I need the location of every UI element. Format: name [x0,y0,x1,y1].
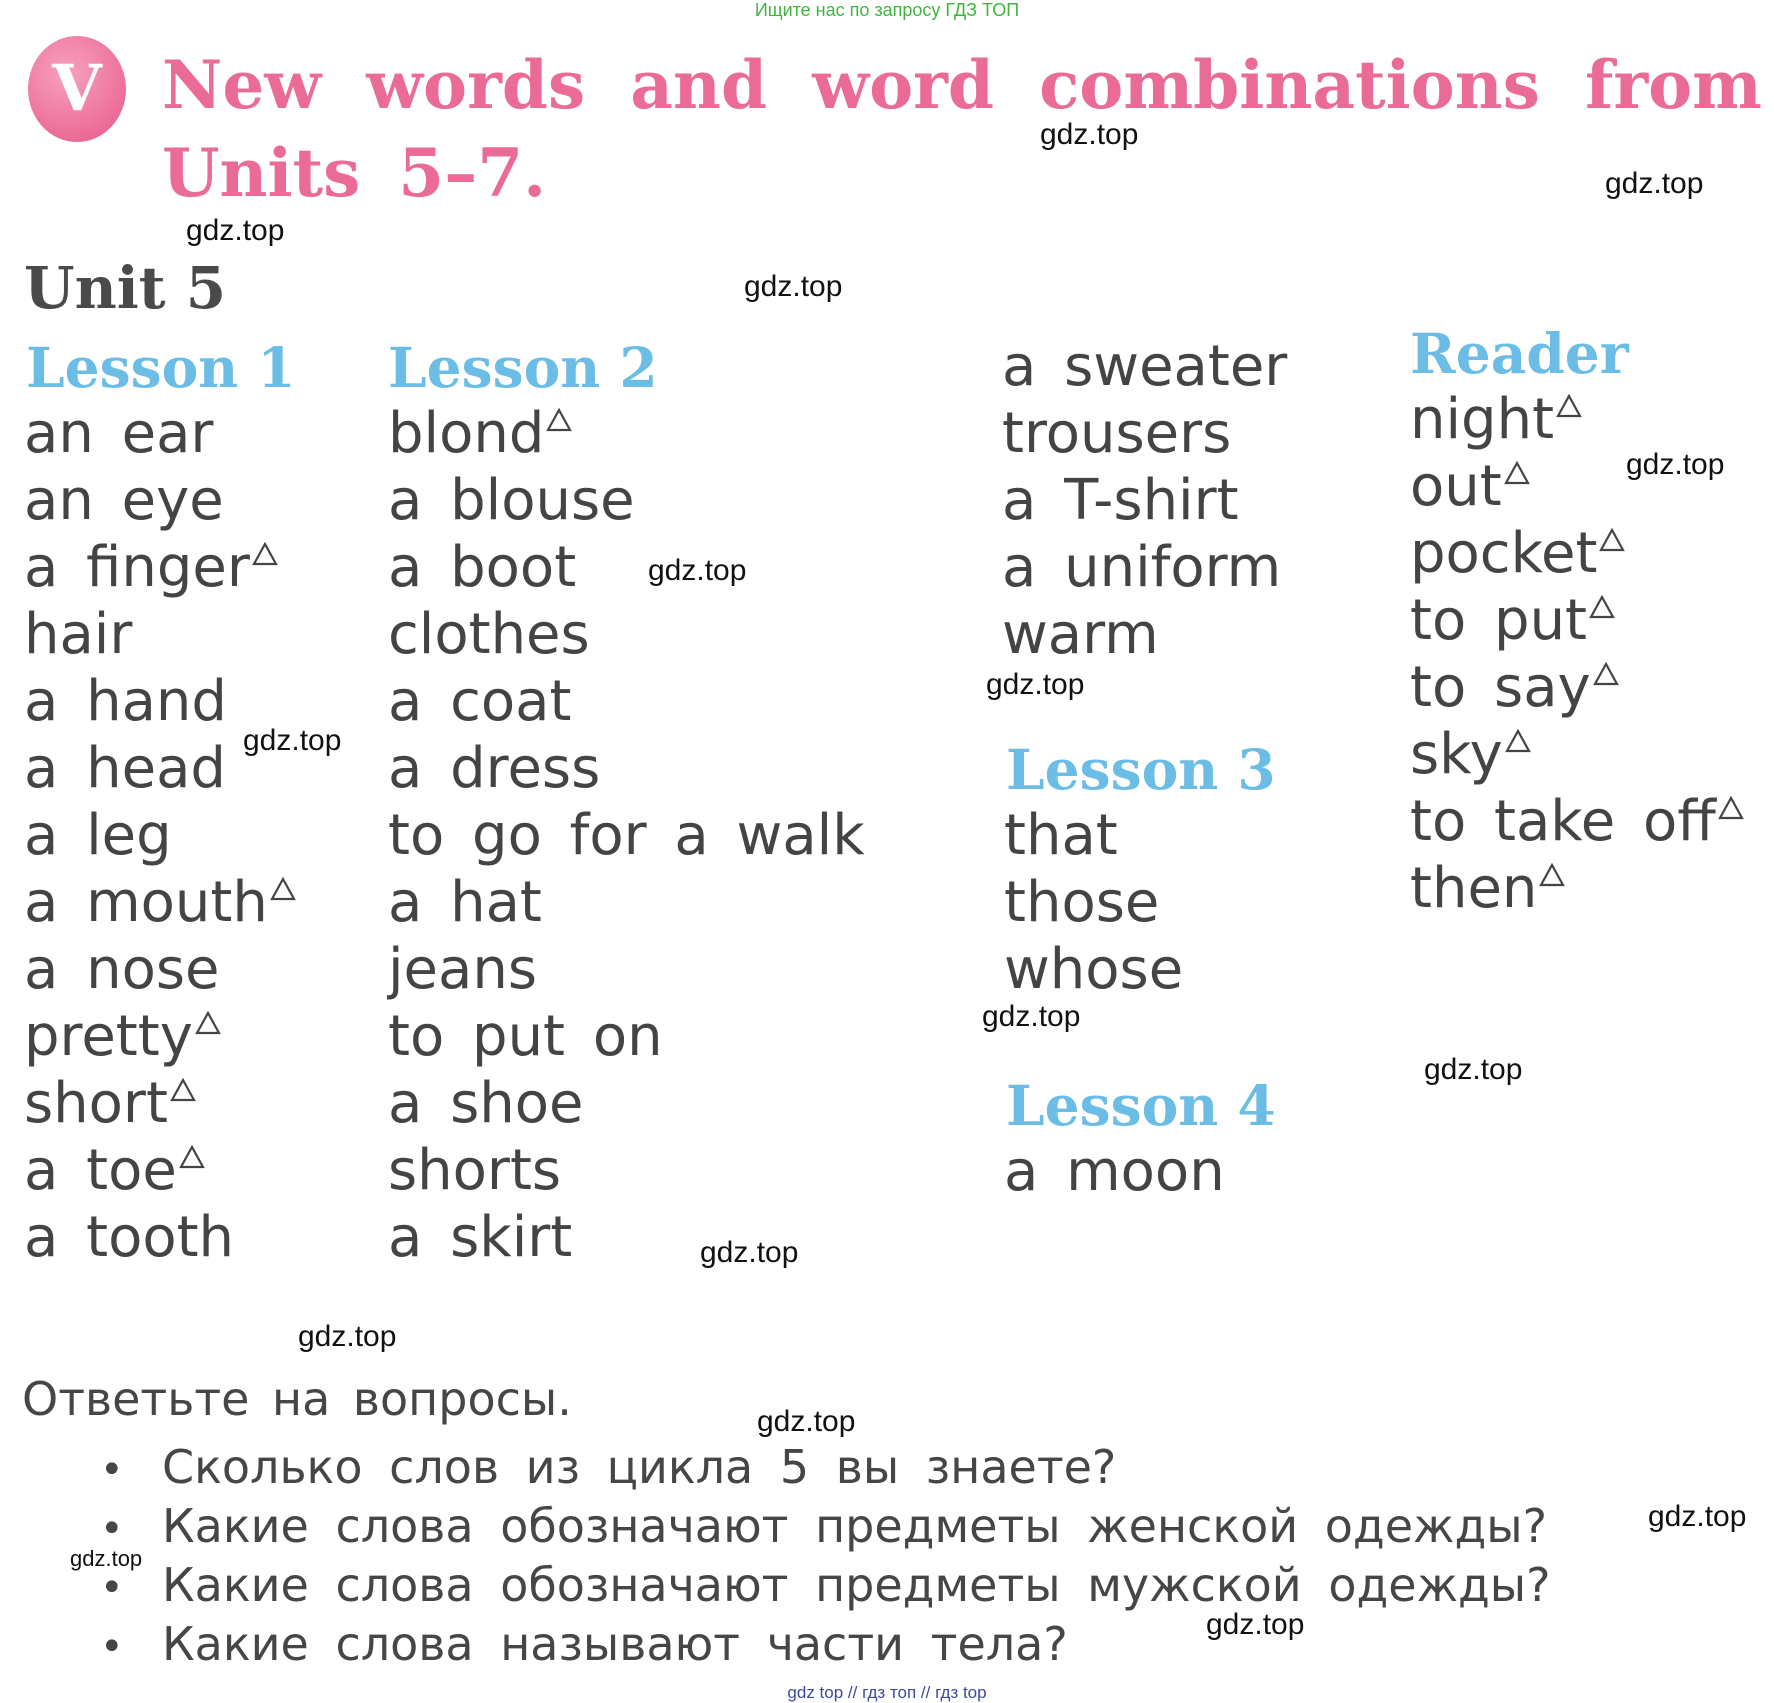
vocab-word [1002,467,1287,534]
vocab-word [24,400,298,467]
triangle-marker-icon [195,1011,223,1035]
footer-watermark: gdz top // гдз топ // гдз top [787,1683,987,1702]
vocab-word-text: clothes [388,602,590,667]
vocab-word [1410,520,1746,587]
triangle-marker-icon [546,408,574,432]
vocab-word [388,936,865,1003]
vocab-word-text: to put [1410,588,1588,653]
vocab-word-text: a leg [24,803,172,868]
vocab-word [1410,721,1746,788]
vocab-word [24,1137,298,1204]
bullet-icon: • [100,1565,124,1611]
question-text: Какие слова обозначают предметы женской одежды? [162,1499,1547,1553]
title-line-1 [162,46,1762,124]
lesson-3-heading: Lesson 3 [1006,737,1276,802]
vocab-word-text: trousers [1002,401,1232,466]
lesson-2-continued-word-list [1002,333,1287,668]
triangle-marker-icon [170,1078,198,1102]
title-word: from [1584,46,1762,124]
question-text: Сколько слов из цикла 5 вы знаете? [162,1440,1117,1494]
title-word: and [630,46,768,124]
vocab-word [1410,855,1746,922]
vocab-word [388,1137,865,1204]
chapter-badge [28,36,126,142]
watermark: gdz.top [1626,448,1725,481]
vocab-word [388,601,865,668]
vocab-word [1410,788,1746,855]
watermark: gdz.top [982,1000,1081,1033]
questions-title: Ответьте на вопросы. [22,1372,572,1426]
vocab-word-text: blond [388,401,545,466]
triangle-marker-icon [270,877,298,901]
vocab-word-text: a toe [24,1138,177,1203]
vocab-word [1004,802,1183,869]
vocab-word [1004,869,1183,936]
title-line-2 [162,134,547,212]
vocab-word [388,869,865,936]
vocab-word [24,936,298,1003]
vocab-word-text: to go for a walk [388,803,865,868]
lesson-4-heading: Lesson 4 [1006,1073,1276,1138]
vocab-word-text: those [1004,870,1160,935]
vocab-word-text: a dress [388,736,601,801]
watermark: gdz.top [1605,167,1704,200]
vocab-word [1002,534,1287,601]
title-word: word [812,46,995,124]
vocab-word [24,1070,298,1137]
vocab-word-text: pretty [24,1004,193,1069]
top-banner: Ищите нас по запросу ГДЗ ТОП [754,0,1020,20]
bullet-icon: • [100,1624,124,1670]
vocab-word-text: a coat [388,669,572,734]
vocab-word [24,1204,298,1271]
vocab-word-text: to say [1410,655,1591,720]
watermark: gdz.top [1040,118,1139,151]
vocab-word [1002,333,1287,400]
vocab-word [24,534,298,601]
vocab-word-text: warm [1002,602,1159,667]
triangle-marker-icon [1718,796,1746,820]
question-item [100,1440,1116,1494]
watermark: gdz.top [1648,1500,1747,1533]
lesson-4-word-list [1004,1138,1225,1205]
reader-heading: Reader [1410,321,1629,386]
vocab-word-text: then [1410,856,1538,921]
vocab-word [388,1070,865,1137]
question-item [100,1558,1551,1612]
watermark: gdz.top [243,724,342,757]
vocab-word [24,802,298,869]
triangle-marker-icon [1539,863,1567,887]
title-word: Units [162,134,361,212]
vocab-word-text: pocket [1410,521,1598,586]
vocab-word [1004,1138,1225,1205]
vocab-word [24,869,298,936]
title-word: New [162,46,322,124]
triangle-marker-icon [1505,729,1533,753]
vocab-word [24,1003,298,1070]
vocab-word [1004,936,1183,1003]
bullet-icon: • [100,1506,124,1552]
question-item [100,1617,1068,1671]
vocab-word-text: shorts [388,1138,562,1203]
vocab-word [24,467,298,534]
question-item [100,1499,1547,1553]
vocab-word-text: jeans [388,937,537,1002]
triangle-marker-icon [252,542,280,566]
vocab-word-text: a hat [388,870,542,935]
watermark: gdz.top [744,270,843,303]
vocab-word [388,534,865,601]
bullet-icon: • [100,1447,124,1493]
vocab-word [388,735,865,802]
vocab-word-text: a head [24,736,226,801]
vocab-word-text: short [24,1071,168,1136]
vocab-word-text: night [1410,387,1555,452]
vocab-word-text: a blouse [388,468,635,533]
lesson-1-heading: Lesson 1 [26,335,296,400]
vocab-word-text: a nose [24,937,220,1002]
vocab-word [388,668,865,735]
watermark: gdz.top [70,1546,143,1571]
vocab-word [1410,587,1746,654]
vocab-word [388,1003,865,1070]
vocab-word-text: that [1004,803,1118,868]
watermark: gdz.top [186,214,285,247]
triangle-marker-icon [1599,528,1627,552]
vocab-word [388,467,865,534]
triangle-marker-icon [1593,662,1621,686]
vocab-word-text: out [1410,454,1502,519]
question-text: Какие слова называют части тела? [162,1617,1068,1671]
vocab-word [1410,386,1746,453]
vocab-word-text: a boot [388,535,577,600]
vocab-word-text: sky [1410,722,1503,787]
watermark: gdz.top [648,554,747,587]
watermark: gdz.top [700,1236,799,1269]
title-word: combinations [1039,46,1540,124]
vocab-word-text: a uniform [1002,535,1282,600]
vocab-word-text: hair [24,602,133,667]
vocab-word-text: an ear [24,401,214,466]
vocab-word-text: a T-shirt [1002,468,1239,533]
triangle-marker-icon [1589,595,1617,619]
vocab-word-text: a mouth [24,870,268,935]
watermark: gdz.top [298,1320,397,1353]
vocab-word-text: a hand [24,669,227,734]
chapter-letter: V [52,51,102,126]
vocab-word-text: whose [1004,937,1184,1002]
vocab-word-text: a shoe [388,1071,584,1136]
lesson-2-word-list [388,400,865,1271]
vocab-word [388,400,865,467]
lesson-1-word-list [24,400,298,1271]
vocab-word-text: a moon [1004,1139,1225,1204]
triangle-marker-icon [1504,461,1532,485]
vocab-word [1002,400,1287,467]
lesson-2-heading: Lesson 2 [388,335,658,400]
watermark: gdz.top [757,1405,856,1438]
watermark: gdz.top [1424,1053,1523,1086]
vocab-word [24,601,298,668]
vocab-word [1002,601,1287,668]
title-word: 5–7. [398,134,547,212]
vocab-word-text: a tooth [24,1205,235,1270]
triangle-marker-icon [179,1145,207,1169]
unit-heading: Unit 5 [24,254,227,322]
vocab-word-text: a skirt [388,1205,573,1270]
question-text: Какие слова обозначают предметы мужской одежды? [162,1558,1551,1612]
lesson-3-word-list [1004,802,1183,1003]
watermark: gdz.top [986,668,1085,701]
watermark: gdz.top [1206,1608,1305,1641]
vocab-word-text: to take off [1410,789,1716,854]
vocab-word [388,802,865,869]
triangle-marker-icon [1556,394,1584,418]
title-word: words [366,46,586,124]
vocab-word-text: a finger [24,535,250,600]
vocab-word-text: a sweater [1002,334,1288,399]
vocab-word [1410,654,1746,721]
vocab-word-text: to put on [388,1004,663,1069]
vocab-word-text: an eye [24,468,224,533]
